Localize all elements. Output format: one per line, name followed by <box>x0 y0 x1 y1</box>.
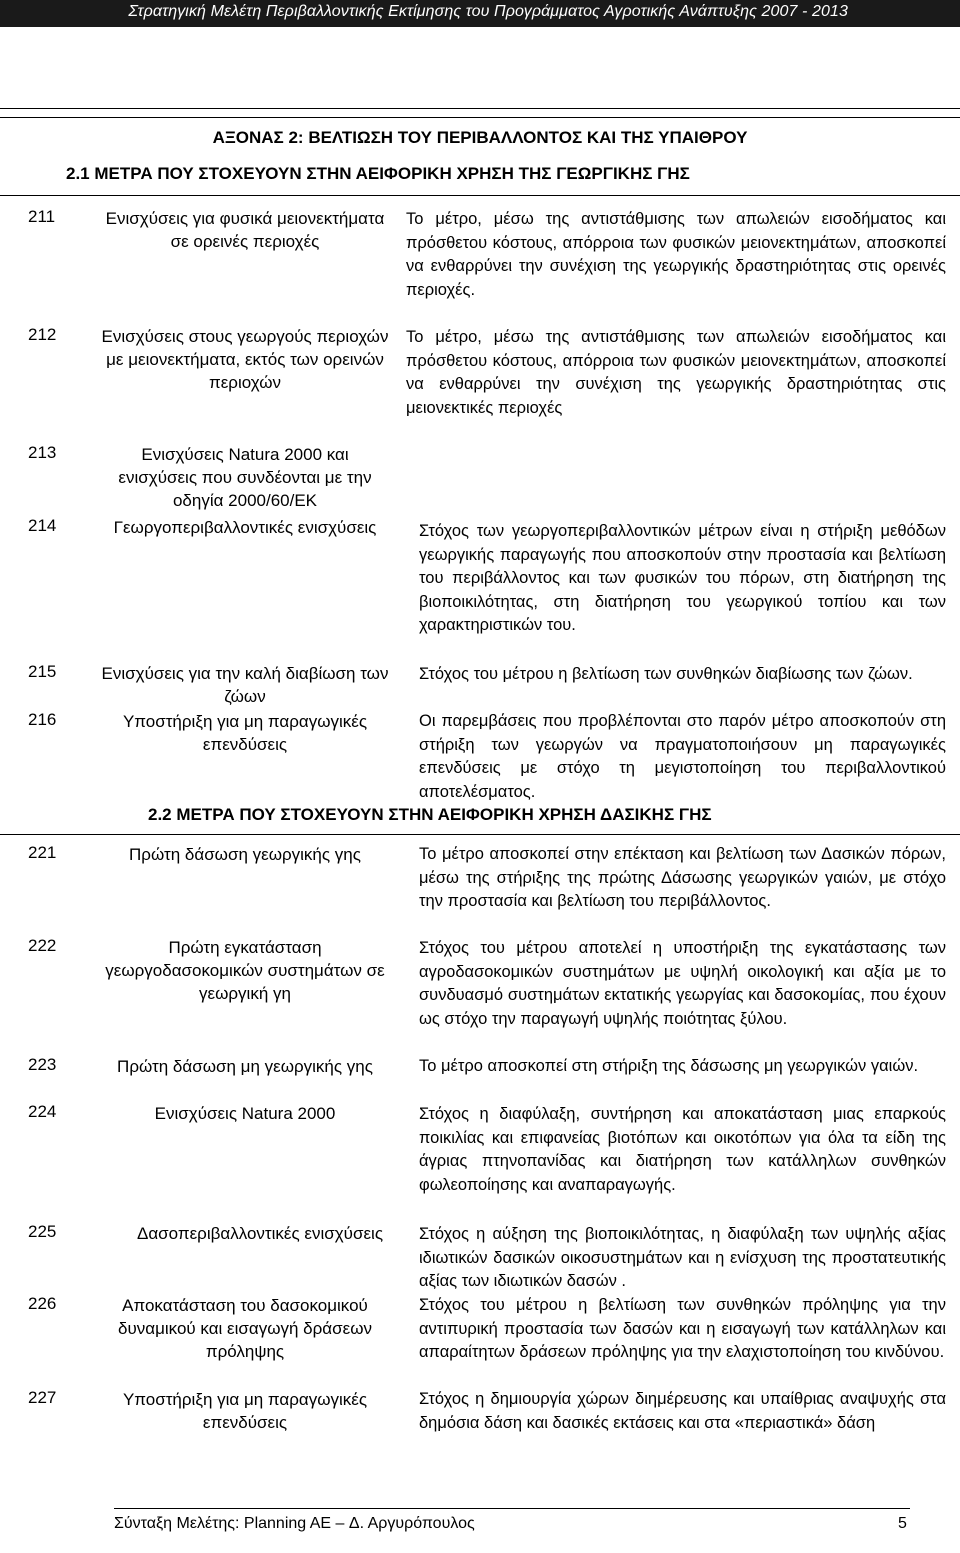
measure-code: 226 <box>28 1294 57 1313</box>
page-number: 5 <box>898 1515 907 1532</box>
divider <box>0 834 960 835</box>
measure-code: 221 <box>28 843 57 862</box>
measure-code: 211 <box>28 207 56 226</box>
footer-divider <box>114 1508 910 1509</box>
measure-name: Ενισχύσεις για την καλή διαβίωση των ζώων <box>101 664 389 706</box>
measure-name: Δασοπεριβαλλοντικές ενισχύσεις <box>136 1224 384 1243</box>
header-bar <box>0 0 960 27</box>
measure-code: 225 <box>28 1222 57 1241</box>
measure-description: Στόχος του μέτρου η βελτίωση των συνθηκών διαβίωσης των ζώων. <box>419 665 913 683</box>
measure-code: 212 <box>28 325 57 344</box>
measure-name: Γεωργοπεριβαλλοντικές ενισχύσεις <box>113 518 377 537</box>
measure-name: Ενισχύσεις Natura 2000 και ενισχύσεις που συνδέονται με την οδηγία 2000/60/ΕΚ <box>118 445 372 510</box>
divider <box>0 117 960 118</box>
measure-code: 214 <box>28 516 57 535</box>
measure-name: Πρώτη δάσωση γεωργικής γης <box>129 845 361 864</box>
measure-name: Υποστήριξη για μη παραγωγικές επενδύσεις <box>122 712 368 754</box>
measure-name: Ενισχύσεις στους γεωργούς περιοχών με μειονεκτήματα, εκτός των ορεινών περιοχών <box>101 327 389 392</box>
footer-author: Σύνταξη Μελέτης: Planning AE – Δ. Αργυρόπουλος <box>114 1515 475 1532</box>
measure-name: Ενισχύσεις για φυσικά μειονεκτήματα σε ορεινές περιοχές <box>105 209 385 251</box>
axis-title: ΑΞΟΝΑΣ 2: ΒΕΛΤΙΩΣΗ ΤΟΥ ΠΕΡΙΒΑΛΛΟΝΤΟΣ ΚΑΙ ΤΗΣ ΥΠΑΙΘΡΟΥ <box>212 128 748 147</box>
measure-name: Πρώτη δάσωση μη γεωργικής γης <box>117 1057 373 1076</box>
measure-description: Το μέτρο, μέσω της αντιστάθμισης των απωλειών εισοδήματος και πρόσθετου κόστους, απόρροια των φυσικών μειονεκτημάτων, αποσκοπεί να ενθαρρύνει την συνέχιση της γεωργικής δραστηριότητας στις ορεινές περιοχές. <box>406 210 946 299</box>
measure-description: Στόχος η διαφύλαξη, συντήρηση και αποκατάσταση μιας επαρκούς ποικιλίας και επιφανείας βιοτόπων και οικοτόπων για όλα τα είδη της άγριας πτηνοπανίδας και διατήρηση των κατάλληλων συνθηκών φωλεοποίησης και αναπαραγωγής. <box>419 1105 946 1194</box>
measure-name: Πρώτη εγκατάσταση γεωργοδασοκομικών συστημάτων σε γεωργική γη <box>105 938 385 1003</box>
measure-code: 215 <box>28 662 57 681</box>
measure-code: 213 <box>28 443 57 462</box>
measure-name: Ενισχύσεις Natura 2000 <box>154 1104 336 1123</box>
divider <box>0 195 960 196</box>
section-title-2-1: 2.1 ΜΕΤΡΑ ΠΟΥ ΣΤΟΧΕΥΟΥΝ ΣΤΗΝ ΑΕΙΦΟΡΙΚΗ ΧΡΗΣΗ ΤΗΣ ΓΕΩΡΓΙΚΗΣ ΓΗΣ <box>66 164 690 183</box>
section-title-2-2: 2.2 ΜΕΤΡΑ ΠΟΥ ΣΤΟΧΕΥΟΥΝ ΣΤΗΝ ΑΕΙΦΟΡΙΚΗ ΧΡΗΣΗ ΔΑΣΙΚΗΣ ΓΗΣ <box>148 805 712 824</box>
measure-code: 224 <box>28 1102 57 1121</box>
measure-description: Το μέτρο αποσκοπεί στη στήριξη της δάσωσης μη γεωργικών γαιών. <box>419 1057 919 1075</box>
measure-description: Στόχος η αύξηση της βιοποικιλότητας, η διαφύλαξη των υψηλής αξίας ιδιωτικών δασικών οικοσυστημάτων και η ενίσχυση της προστατευτικής αξίας των ιδιωτικών δασών . <box>419 1225 946 1290</box>
measure-description: Στόχος των γεωργοπεριβαλλοντικών μέτρων είναι η στήριξη μεθόδων γεωργικής παραγωγής που αποσκοπούν στην προστασία και βελτίωση του περιβάλλοντος και των φυσικών του πόρων, στη διατήρηση της βιοποικιλότητας, στη διατήρηση του γεωργικού τοπίου και των χαρακτηριστικών του. <box>419 522 946 634</box>
measure-description: Οι παρεμβάσεις που προβλέπονται στο παρόν μέτρο αποσκοπούν στη στήριξη των γεωργών να πραγματοποιήσουν μη παραγωγικές επενδύσεις με στόχο τη μεγιστοποίηση του περιβαλλοντικού αποτελέσματος. <box>419 712 946 801</box>
measure-code: 216 <box>28 710 57 729</box>
measure-description: Το μέτρο, μέσω της αντιστάθμισης των απωλειών εισοδήματος και πρόσθετου κόστους, απόρροια των φυσικών μειονεκτημάτων, αποσκοπεί να ενθαρρύνει την συνέχιση της γεωργικής δραστηριότητας στις μειονεκτικές περιοχές <box>406 328 946 417</box>
measure-code: 222 <box>28 936 57 955</box>
measure-name: Αποκατάσταση του δασοκομικού δυναμικού και εισαγωγή δράσεων πρόληψης <box>118 1296 372 1361</box>
measure-description: Στόχος του μέτρου αποτελεί η υποστήριξη της εγκατάστασης των αγροδασοκομικών συστημάτων με υψηλή οικολογική και αξία με το συνδυασμό συστημάτων εκτατικής γεωργίας και δασοκομίας, που έχουν ως στόχο την παραγωγή υψηλής ποιότητας ξύλου. <box>419 939 946 1028</box>
divider <box>0 108 960 109</box>
measure-code: 227 <box>28 1388 57 1407</box>
measure-description: Στόχος η δημιουργία χώρων διημέρευσης και υπαίθριας αναψυχής στα δημόσια δάση και δασικές εκτάσεις και στα «περιαστικά» δάση <box>419 1390 946 1432</box>
measure-code: 223 <box>28 1055 57 1074</box>
measure-description: Στόχος του μέτρου η βελτίωση των συνθηκών πρόληψης για την αντιπυρική προστασία των δασών και η εισαγωγή των κατάλληλων και απαραίτητων δράσεων πρόληψης για την ελαχιστοποίηση του κινδύνου. <box>419 1296 946 1361</box>
measure-name: Υποστήριξη για μη παραγωγικές επενδύσεις <box>122 1390 368 1432</box>
document-header-title: Στρατηγική Μελέτη Περιβαλλοντικής Εκτίμησης του Προγράμματος Αγροτικής Ανάπτυξης 2007 - 2013 <box>128 3 848 20</box>
measure-description: Το μέτρο αποσκοπεί στην επέκταση και βελτίωση των Δασικών πόρων, μέσω της στήριξης της πρώτης Δάσωσης γεωργικών γαιών, με στόχο την προστασία και βελτίωση του περιβάλλοντος. <box>419 845 946 910</box>
